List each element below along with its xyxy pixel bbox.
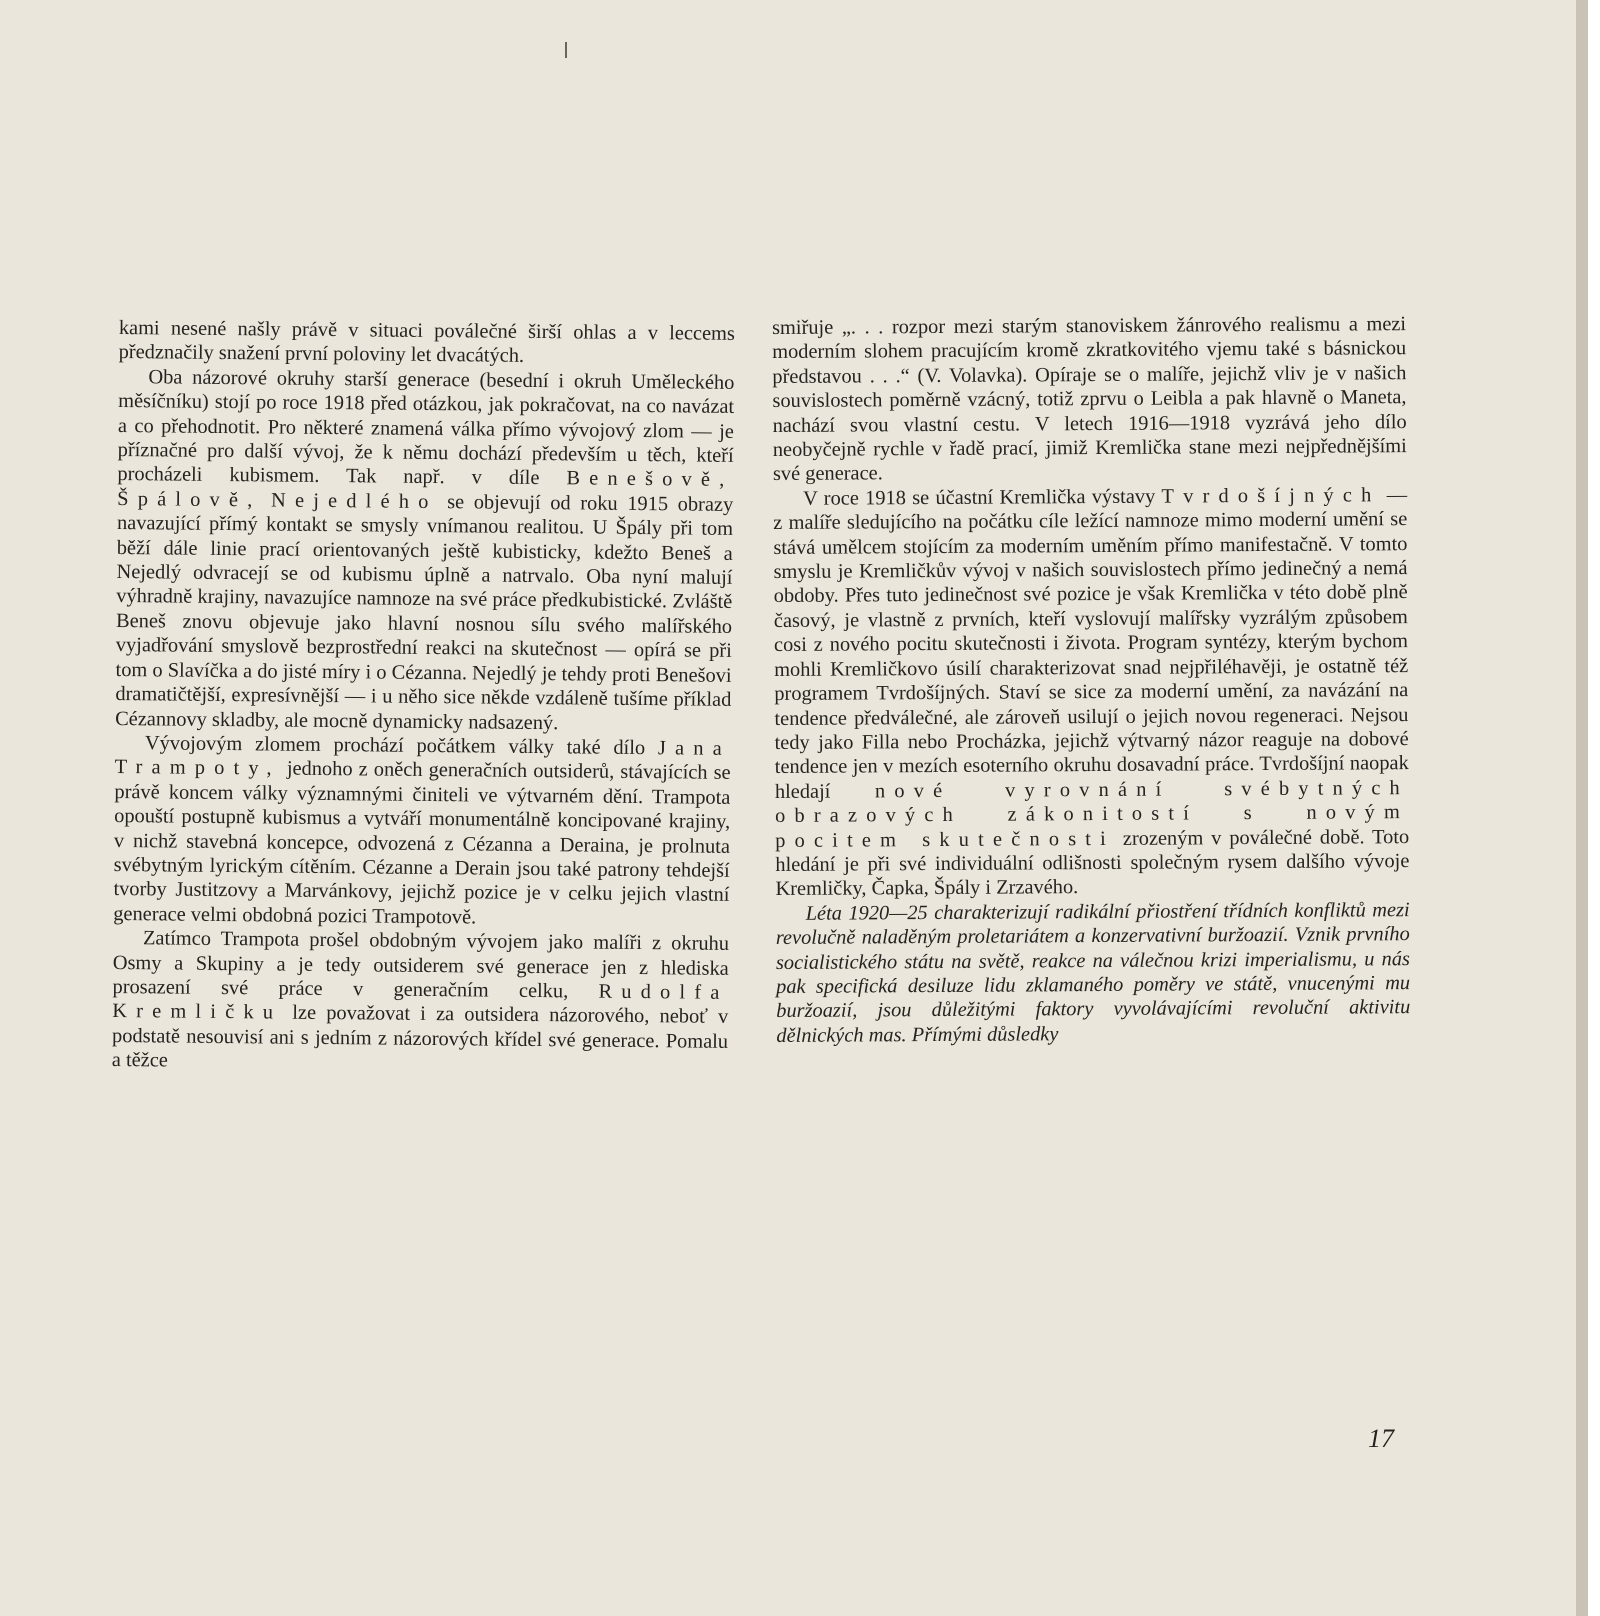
- left-paragraph-1: kami nesené našly právě v situaci poválečné širší ohlas a v leccems předznačily snažení první poloviny let dvacátých.: [118, 316, 735, 368]
- left-paragraph-4: [112, 926, 729, 1078]
- page-number: 17: [1368, 1424, 1394, 1453]
- right-paragraph-2-text-1: V roce 1918 se účastní Kremlička výstavy: [803, 485, 1156, 510]
- spaced-name-jana-trampoty: Jana Trampoty,: [114, 737, 731, 780]
- left-paragraph-3-text-2: jednoho z oněch generačních outsiderů, stávajících se právě koncem války významnými činiteli ve výtvarném dění. Trampota opouští postupně kubismus a vytváří monumentálně koncipované krajiny, v nichž stavebná koncepce, odvozená z Cézanna a Deraina, je prolnuta svébytným lyrickým cítěním. Cézanne a Derain jsou také patrony tehdejší tvorby Justitzovy a Marvánkovy, jejichž pozice je v celku jejich vlastní generace velmi obdobná pozici Trampotově.: [113, 757, 731, 929]
- left-paragraph-2-text-1: Oba názorové okruhy starší generace (besední i okruh Uměleckého měsíčníku) stojí po roce 1918 před otázkou, jak pokračovat, na co navázat a co přehodnotit. Pro některé znamená válka přímo vývojový zlom — je příznačné pro další vývoj, že k němu dochází především u těch, kteří procházeli kubismem. Tak např. v díle: [117, 366, 735, 490]
- left-paragraph-2: [115, 365, 734, 737]
- spaced-name-nejedleho: Nejedlého: [271, 489, 438, 513]
- spaced-name-rudolfa-kremlicku: Rudolfa Kremličku: [112, 980, 729, 1024]
- left-paragraph-3: [113, 731, 731, 932]
- spaced-name-tvrdosijnych: Tvrdošíjných: [1161, 484, 1381, 508]
- spaced-phrase-nove-vyrovnani: nové vyrovnání svébytných obrazových zákonitostí s novým pocitem skutečnosti: [774, 776, 1410, 852]
- right-paragraph-2-text-2: — z malíře sledujícího na počátku cíle ležící namnoze mimo moderní umění se stává umělcem stojícím za moderním uměním přímo manifestačně. V tomto smyslu je Kremličkův vývoj v našich souvislostech přímo jedinečný a nemá obdoby. Přes tuto jedinečnost své pozice je však Kremlička v této době plně časový, je vlastně z prvních, kteří vyslovují malířsky vyzrálým způsobem cosi z nového pocitu skutečnosti i života. Program syntézy, kterým bychom mohli Kremličkovo úsilí charakterizovat snad nejpřiléhavěji, je ostatně též programem Tvrdošíjných. Staví se sice za moderní umění, za navázání na tendence předválečné, ale zároveň usilují o jejich novou regeneraci. Nejsou tedy jako Filla nebo Procházka, jejichž výtvarný názor reaguje na dobové tendence jen v mezích esoterního okruhu dosavadní práce. Tvrdošíjní naopak hledají: [773, 483, 1409, 803]
- spaced-name-spalove: Špálově,: [117, 487, 262, 512]
- right-paragraph-3-italic: Léta 1920—25 charakterizují radikální přiostření třídních konfliktů mezi revolučně naladěným proletariátem a konzervativní buržoazií. Vznik prvního socialistického státu na světě, reakce na válečnou krizi imperialismu, u nás pak specifická desiluze lidu zklamaného poměry ve státě, vnucenými mu buržoazií, jsou důležitými faktory vyvolávajícími revoluční aktivitu dělnických mas. Přímými důsledky: [775, 898, 1411, 1047]
- left-column: [112, 316, 735, 1078]
- right-paragraph-2: [773, 483, 1410, 902]
- left-paragraph-4-text-1: Zatímco Trampota prošel obdobným vývojem jako malíři z okruhu Osmy a Skupiny a je tedy outsiderem své generace jen z hlediska prosazení své práce v generačním celku,: [112, 927, 730, 1003]
- right-paragraph-1: smiřuje „. . . rozpor mezi starým stanoviskem žánrového realismu a mezi moderním slohem pracujícím kromě zkratkovitého vjemu také s básnickou představou . . .“ (V. Volavka). Opíraje se o malíře, jejichž vliv je v našich souvislostech poměrně vzácný, totiž zprvu o Leibla a pak hlavně o Maneta, nachází svou vlastní cestu. V letech 1916—1918 vyzrává jeho dílo neobyčejně rychle v řadě prací, jimiž Kremlička stane mezi nejpřednějšími své generace.: [772, 313, 1407, 486]
- left-paragraph-3-text-1: Vývojovým zlomem prochází počátkem války také dílo: [144, 732, 646, 759]
- spaced-name-benesove: Benešově,: [566, 467, 734, 492]
- page-edge: [1576, 0, 1588, 1616]
- gutter-mark: [565, 42, 567, 58]
- right-paragraph-2-text-3: zrozeným v poválečné době. Toto hledání je při své individuální odlišnosti společným rysem dalšího vývoje Kremličky, Čapka, Špály i Zrzavého.: [775, 825, 1410, 901]
- left-paragraph-4-text-2: lze považovat i za outsidera názorového, neboť v podstatě nesouvisí ani s jedním z názorových křídel své generace. Pomalu a těžce: [111, 1002, 729, 1072]
- left-paragraph-2-text-2: se objevují od roku 1915 obrazy navazující přímý kontakt se smysly vnímanou realitou. U Špály při tom běží dále linie prací orientovaných ještě kubisticky, kdežto Beneš a Nejedlý odvracejí se od kubismu úplně a natrvalo. Oba nyní malují výhradně krajiny, navazujíce namnoze na své práce předkubistické. Zvláště Beneš znovu objevuje jako hlavní nosnou sílu svého malířského vyjadřování smyslově bezprostřední reakci na skutečnost — opírá se při tom o Slavíčka a do jisté míry i o Cézanna. Nejedlý je tehdy proti Benešovi dramatičtější, expresívnější — i u něho sice někde vzdáleně tušíme příklad Cézannovy skladby, ale mocně dynamicky nadsazený.: [115, 491, 734, 734]
- right-column: [772, 312, 1410, 1048]
